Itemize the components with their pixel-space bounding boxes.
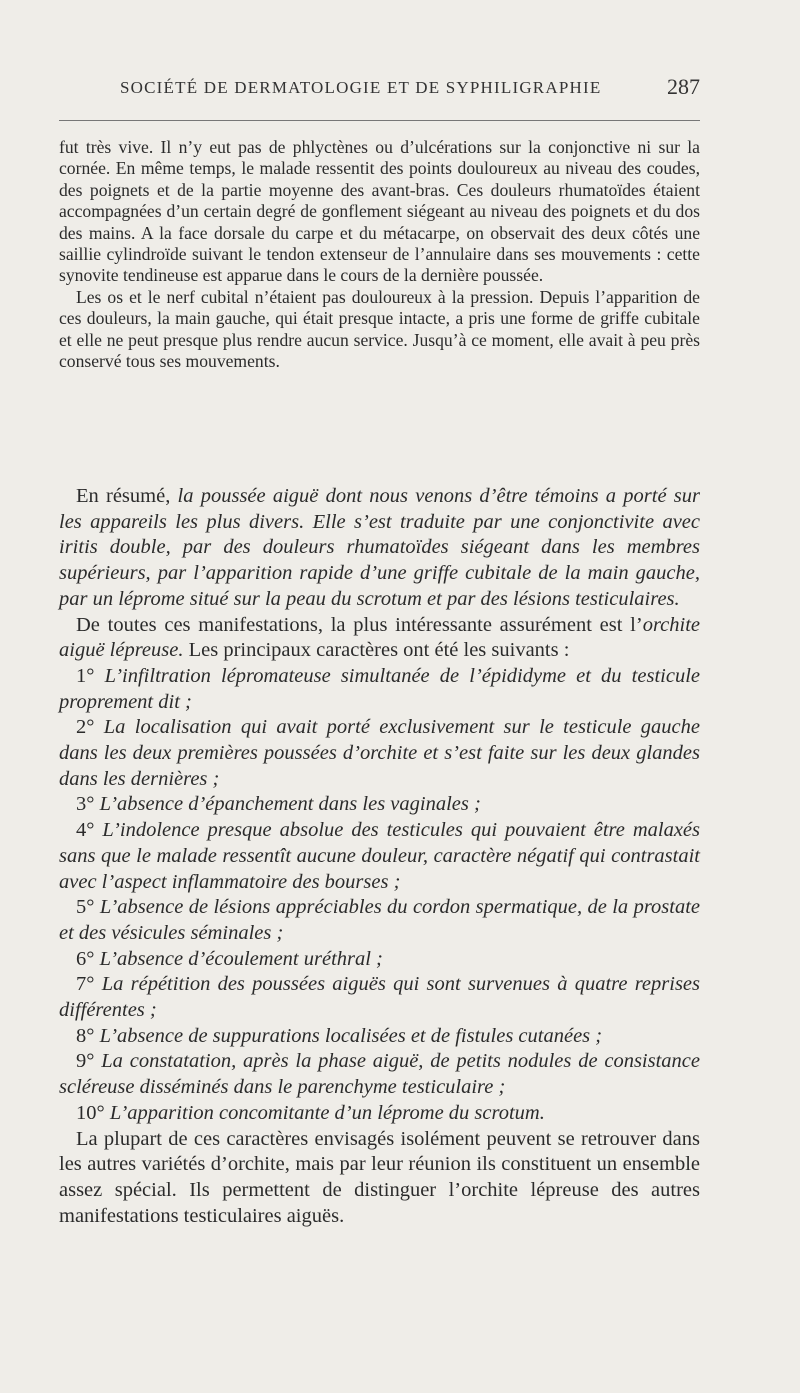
case-observation-text [59,137,700,372]
list-item: 8° L’absence de suppurations localisées et de fistules cutanées ; [76,1024,603,1047]
list-item: 2° La localisation qui avait porté exclusivement sur le testicule gauche dans les deux premières poussées d’orchite et s’est faite sur les deux glandes dans les dernières ; [59,716,701,790]
list-item: 10° L’apparition concomitante d’un léprome du scrotum. [76,1101,545,1124]
manifestations-paragraph [59,613,700,664]
list-item: 1° L’infiltration lépromateuse simultanée de l’épididyme et du testicule proprement dit ; [59,664,700,713]
list-item: 9° La constatation, après la phase aiguë, de petits nodules de consistance scléreuse disséminés dans le parenchyme testiculaire ; [59,1050,700,1099]
paragraph: Les os et le nerf cubital n’étaient pas douloureux à la pression. Depuis l’apparition de ces douleurs, la main gauche, qui était presque intacte, a pris une forme de griffe cubitale et elle ne peut presque plus rendre aucun service. Jusqu’à ce moment, elle avait à peu près conservé tous ses mouvements. [59,286,700,372]
running-head: SOCIÉTÉ DE DERMATOLOGIE ET DE SYPHILIGRAPHIE [120,78,602,97]
list-item: 4° L’indolence presque absolue des testicules qui pouvaient être malaxés sans que le malade ressentît aucune douleur, caractère négatif qui contrastait avec l’aspect inflammatoire des bourses ; [59,819,700,893]
summary-italic: la poussée aiguë dont nous venons d’être témoins a porté sur les appareils les plus divers. Elle s’est traduite par une conjonctivite avec iritis double, par des douleurs rhumatoïdes siégeant dans les membres supérieurs, par l’apparition rapide d’une griffe cubitale de la main gauche, par un léprome situé sur la peau du scrotum et par des lésions testiculaires. [59,485,700,610]
page-header [118,74,700,104]
manifestations-tail: Les principaux caractères ont été les suivants : [183,639,570,662]
header-rule [59,120,700,121]
page-number: 287 [667,74,700,99]
list-item: 3° L’absence d’épanchement dans les vaginales ; [76,793,481,816]
list-item: 5° L’absence de lésions appréciables du cordon spermatique, de la prostate et des vésicules séminales ; [59,896,701,944]
summary-paragraph [59,484,700,613]
list-item: 7° La répétition des poussées aiguës qui sont survenues à quatre reprises différentes ; [59,973,701,1022]
list-item: 6° L’absence d’écoulement uréthral ; [76,947,383,970]
summary-section [59,484,700,1229]
closing-paragraph: La plupart de ces caractères envisagés isolément peuvent se retrouver dans les autres variétés d’orchite, mais par leur réunion ils constituent un ensemble assez spécial. Ils permettent de distinguer l’orchite lépreuse des autres manifestations testiculaires aiguës. [59,1127,700,1227]
summary-lead: En résumé, [76,485,178,507]
manifestations-italic: orchite aiguë lépreuse. [59,613,700,662]
paragraph: fut très vive. Il n’y eut pas de phlyctènes ou d’ulcérations sur la conjonctive ni sur la cornée. En même temps, le malade ressentit des points douloureux au niveau des coudes, des poignets et de la partie moyenne des avant-bras. Ces douleurs rhumatoïdes étaient accompagnées d’un certain degré de gonflement siégeant au niveau des poignets et du dos des mains. A la face dorsale du carpe et du métacarpe, on observait des deux côtés une saillie cylindroïde suivant le tendon extenseur de l’annulaire dans ses mouvements : cette synovite tendineuse est apparue dans le cours de la dernière poussée. [59,137,700,286]
manifestations-lead: De toutes ces manifestations, la plus intéressante assurément est l’ [76,613,643,636]
